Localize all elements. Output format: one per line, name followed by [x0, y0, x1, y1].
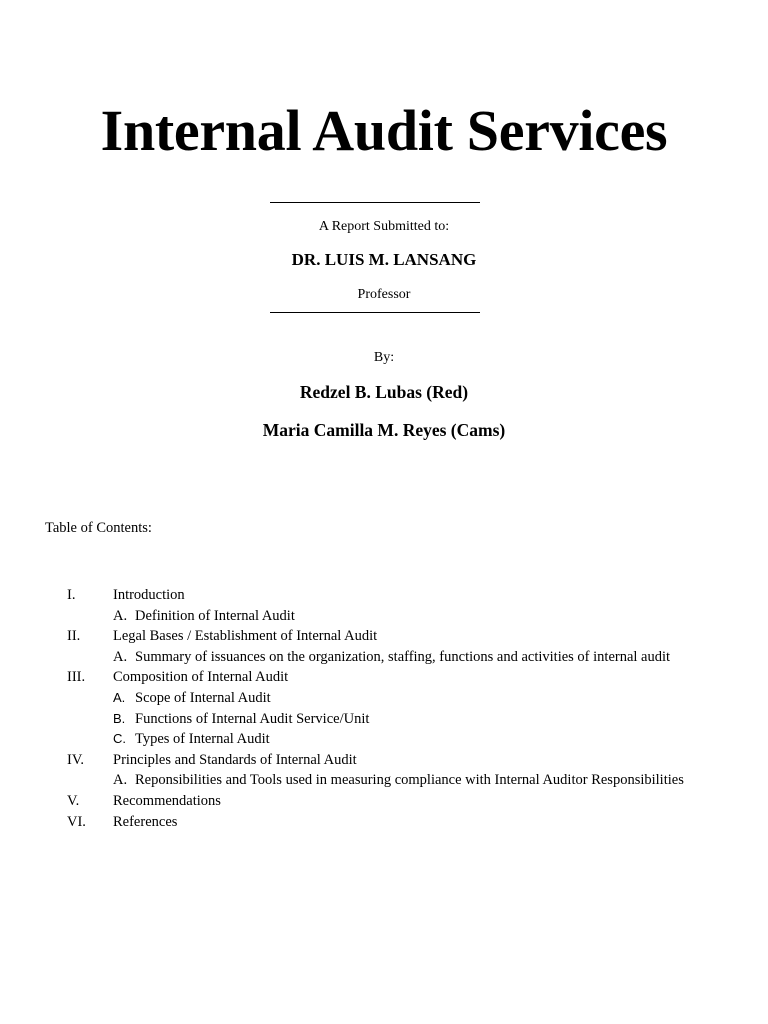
toc-subsection-title: Reponsibilities and Tools used in measuring compliance with Internal Auditor Responsibilities [135, 772, 684, 789]
author-name: Redzel B. Lubas (Red) [299, 382, 469, 402]
recipient-name: DR. LUIS M. LANSANG [291, 250, 477, 269]
toc-section-number: V. [67, 792, 80, 809]
top-divider [270, 202, 480, 203]
toc-section [0, 750, 768, 771]
submitted-to-label: A Report Submitted to: [318, 219, 450, 234]
toc-section-title: Principles and Standards of Internal Audit [113, 751, 357, 768]
table-of-contents [0, 585, 768, 832]
toc-subsection-letter: A. [113, 689, 126, 705]
toc-section-number: IV. [67, 751, 85, 768]
toc-subsection [0, 688, 768, 709]
toc-section-title: Legal Bases / Establishment of Internal Audit [113, 628, 378, 645]
toc-section-title: Recommendations [113, 792, 221, 809]
toc-subsection-title: Definition of Internal Audit [135, 607, 295, 624]
toc-subsection [0, 647, 768, 668]
by-label: By: [373, 350, 395, 365]
recipient-role: Professor [357, 287, 411, 302]
toc-subsection-title: Types of Internal Audit [135, 731, 270, 748]
toc-section [0, 626, 768, 647]
toc-subsection-title: Summary of issuances on the organization, staffing, functions and activities of internal audit [135, 648, 671, 665]
toc-section [0, 812, 768, 833]
toc-subsection [0, 770, 768, 791]
author-name: Maria Camilla M. Reyes (Cams) [262, 420, 506, 440]
toc-subsection [0, 729, 768, 750]
toc-section [0, 585, 768, 606]
toc-section [0, 667, 768, 688]
toc-section-number: VI. [67, 813, 86, 830]
toc-subsection-letter: A. [113, 607, 128, 624]
toc-section-title: Introduction [113, 587, 185, 603]
toc-section-number: I. [67, 587, 76, 603]
toc-section [0, 791, 768, 812]
toc-heading: Table of Contents: [45, 520, 152, 536]
toc-subsection-letter: B. [113, 710, 126, 726]
bottom-divider [270, 312, 480, 313]
toc-subsection [0, 709, 768, 730]
toc-subsection-letter: C. [113, 731, 126, 747]
toc-subsection-letter: A. [113, 648, 128, 665]
toc-section-number: II. [67, 628, 81, 645]
toc-section-title: Composition of Internal Audit [113, 669, 289, 686]
toc-subsection [0, 606, 768, 627]
toc-section-title: References [113, 813, 178, 830]
toc-subsection-letter: A. [113, 772, 128, 789]
toc-subsection-title: Scope of Internal Audit [135, 689, 271, 706]
toc-subsection-title: Functions of Internal Audit Service/Unit [135, 710, 370, 727]
document-title: Internal Audit Services [100, 98, 668, 163]
toc-section-number: III. [67, 669, 86, 686]
